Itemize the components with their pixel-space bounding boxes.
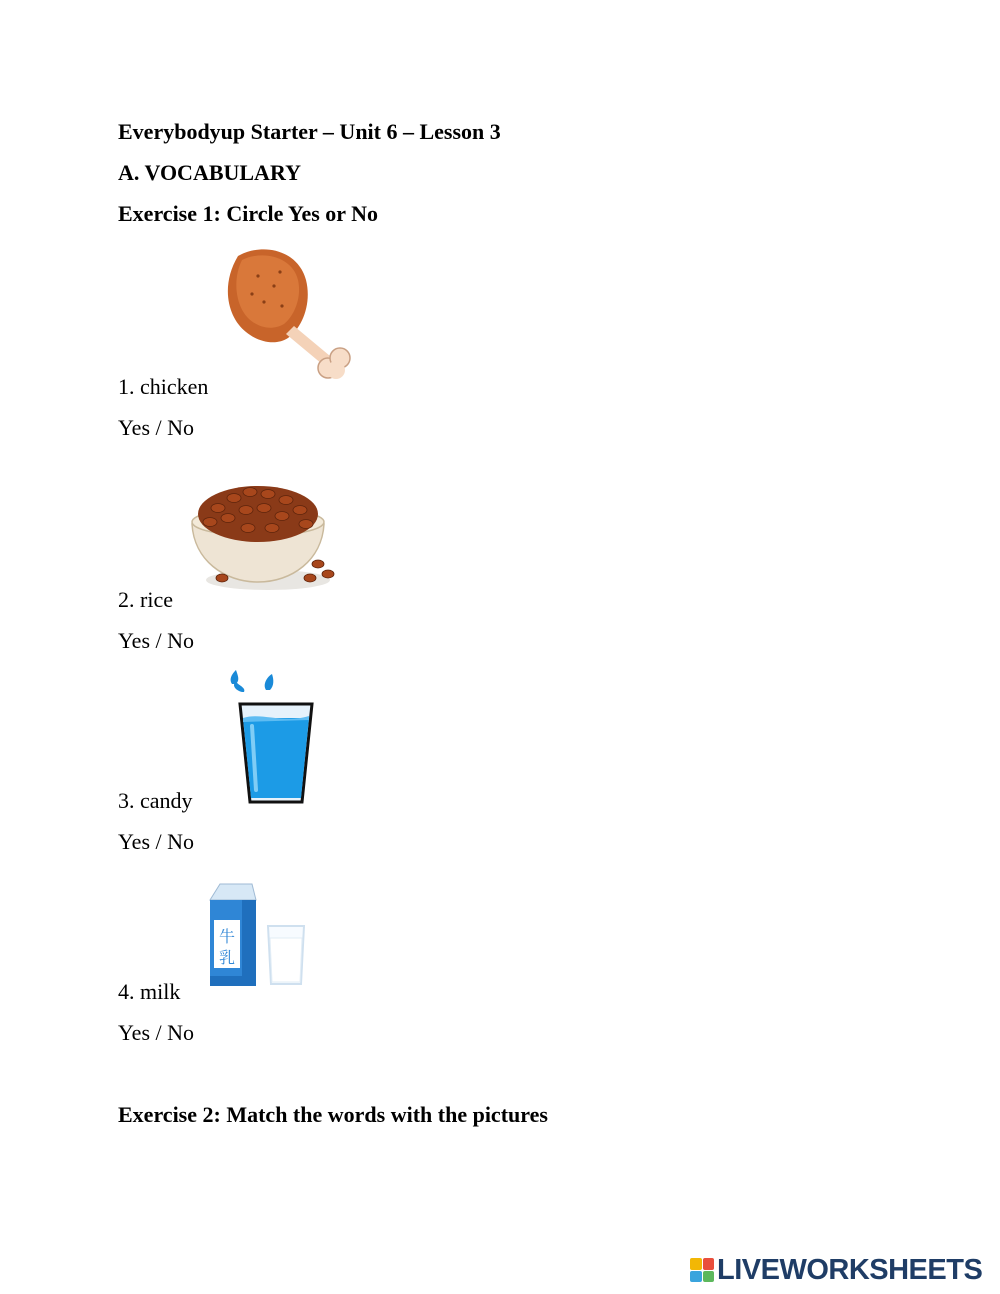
chicken-drumstick-icon <box>218 246 360 390</box>
glass-of-water-icon <box>222 670 318 808</box>
section-heading: A. VOCABULARY <box>118 160 301 185</box>
exercise-2-heading: Exercise 2: Match the words with the pictures <box>118 1102 548 1127</box>
item-4-answer[interactable]: Yes / No <box>118 1020 195 1045</box>
item-1-label: 1. chicken <box>118 374 209 399</box>
logo-mark-icon <box>690 1258 714 1282</box>
item-3-answer[interactable]: Yes / No <box>118 829 195 854</box>
logo-text: LIVEWORKSHEETS <box>717 1253 983 1286</box>
svg-text:牛: 牛 <box>218 927 236 946</box>
milk-carton-icon <box>206 880 310 990</box>
item-4-label: 4. milk <box>118 979 181 1004</box>
item-2-label: 2. rice <box>118 587 173 612</box>
bowl-of-beans-icon <box>188 478 336 594</box>
exercise-1-heading: Exercise 1: Circle Yes or No <box>118 201 379 226</box>
svg-text:乳: 乳 <box>218 948 236 967</box>
item-2-answer[interactable]: Yes / No <box>118 628 195 653</box>
liveworksheets-logo[interactable] <box>690 1255 982 1285</box>
item-1-answer[interactable]: Yes / No <box>118 415 195 440</box>
page-title: Everybodyup Starter – Unit 6 – Lesson 3 <box>118 119 501 144</box>
item-3-label: 3. candy <box>118 788 193 813</box>
